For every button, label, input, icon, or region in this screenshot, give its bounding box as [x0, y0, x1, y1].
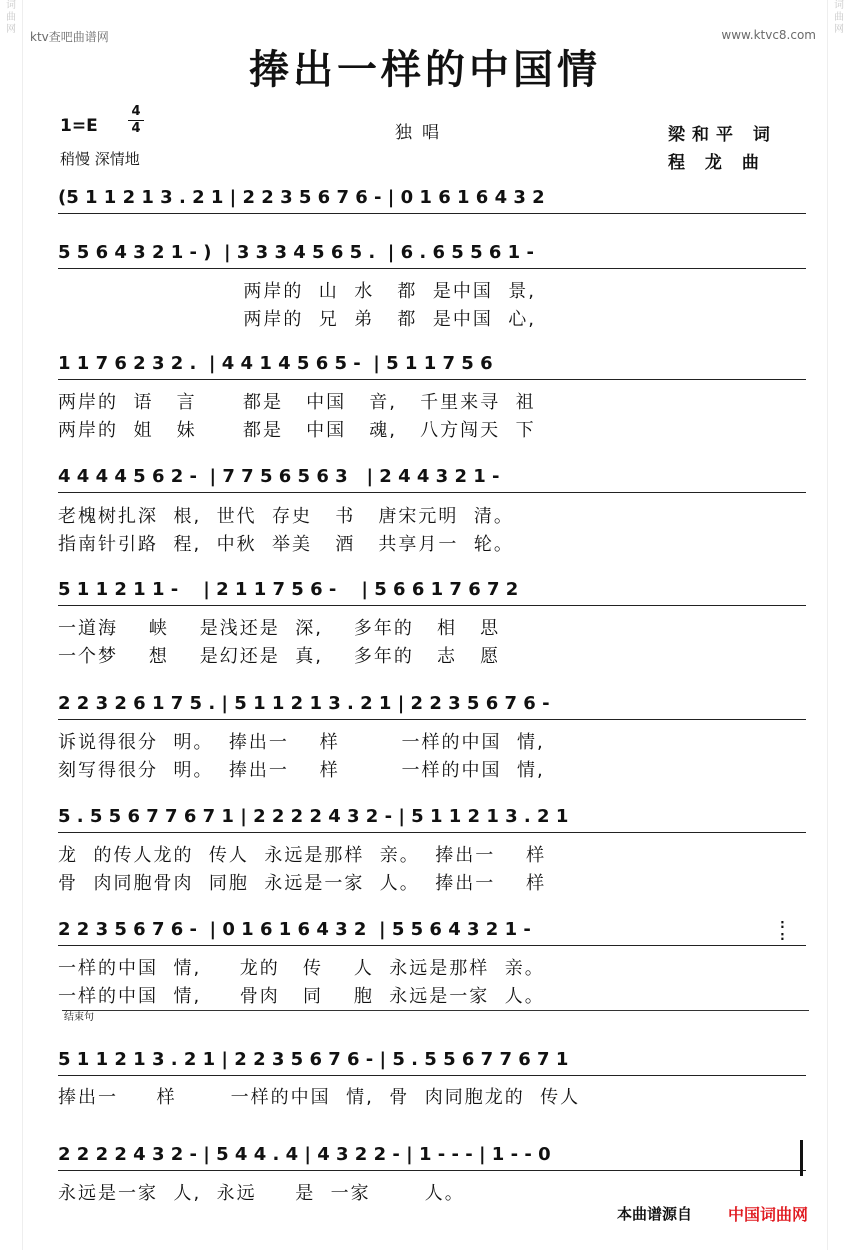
time-signature	[128, 105, 144, 136]
lyrics-line-8b: 一样的中国 情, 骨肉 同 胞 永远是一家 人。	[58, 986, 545, 1007]
lyrics-line-2b: 两岸的 兄 弟 都 是中国 心,	[58, 309, 536, 330]
notation-line-4: 4 4 4 4 5 6 2 - | 7 7 5 6 5 6 3 | 2 4 4 3 2 1 -	[58, 465, 806, 489]
lyrics-line-7b: 骨 肉同胞骨肉 同胞 永远是一家 人。 捧出一 样	[58, 873, 547, 894]
repeat-sign: : :	[780, 917, 785, 943]
meter-bottom: 4	[131, 121, 141, 136]
notation-line-6: 2 2 3 2 6 1 7 5 . | 5 1 1 2 1 3 . 2 1 | 2 2 3 5 6 7 6 -	[58, 692, 806, 716]
lyrics-line-3b: 两岸的 姐 妹 都是 中国 魂, 八方闯天 下	[58, 420, 536, 441]
notation-line-10: 2 2 2 2 4 3 2 - | 5 4 4 . 4 | 4 3 2 2 - | 1 - - - | 1 - - 0	[58, 1143, 806, 1167]
song-title: 捧出一样的中国情	[249, 47, 601, 93]
notation-line-2: 5 5 6 4 3 2 1 - ) | 3 3 3 4 5 6 5 . | 6 . 6 5 5 6 1 -	[58, 241, 806, 265]
notation-line-1: (5 1 1 2 1 3 . 2 1 | 2 2 3 5 6 7 6 - | 0 1 6 1 6 4 3 2	[58, 186, 806, 210]
final-barline	[800, 1140, 803, 1176]
notation-line-7: 5 . 5 5 6 7 7 6 7 1 | 2 2 2 2 4 3 2 - | 5 1 1 2 1 3 . 2 1	[58, 805, 806, 829]
source-note: 本曲谱源自	[617, 1205, 693, 1223]
watermark-left: 词 曲 网	[0, 0, 23, 1250]
performance-mode: 独唱	[395, 123, 449, 143]
lyrics-line-4a: 老槐树扎深 根, 世代 存史 书 唐宋元明 清。	[58, 506, 514, 527]
meter-top: 4	[131, 104, 141, 119]
coda-label: 结束句	[62, 1010, 809, 1025]
lyricist-credit: 梁和平 词	[668, 125, 777, 145]
lyrics-line-2a: 两岸的 山 水 都 是中国 景,	[58, 281, 536, 302]
lyrics-line-6b: 刻写得很分 明。 捧出一 样 一样的中国 情,	[58, 760, 545, 781]
tempo-marking: 稍慢 深情地	[60, 150, 140, 168]
watermark-right: 词 曲 网	[827, 0, 850, 1250]
lyrics-line-5a: 一道海 峡 是浅还是 深, 多年的 相 思	[58, 618, 501, 639]
lyrics-line-10a: 永远是一家 人, 永远 是 一家 人。	[58, 1183, 465, 1204]
lyrics-line-8a: 一样的中国 情, 龙的 传 人 永远是那样 亲。	[58, 958, 545, 979]
lyrics-line-4b: 指南针引路 程, 中秋 举美 酒 共享月一 轮。	[58, 534, 514, 555]
site-label-right: www.ktvc8.com	[721, 28, 816, 42]
source-site-logo: 中国词曲网	[728, 1205, 809, 1224]
lyrics-line-3a: 两岸的 语 言 都是 中国 音, 千里来寻 祖	[58, 392, 536, 413]
notation-line-5: 5 1 1 2 1 1 - | 2 1 1 7 5 6 - | 5 6 6 1 7 6 7 2	[58, 578, 806, 602]
lyrics-line-6a: 诉说得很分 明。 捧出一 样 一样的中国 情,	[58, 732, 545, 753]
notation-line-3: 1 1 7 6 2 3 2 . | 4 4 1 4 5 6 5 - | 5 1 1 7 5 6	[58, 352, 806, 376]
lyrics-line-7a: 龙 的传人龙的 传人 永远是那样 亲。 捧出一 样	[58, 845, 547, 866]
key-signature: 1=E	[60, 116, 98, 136]
lyrics-line-9a: 捧出一 样 一样的中国 情, 骨 肉同胞龙的 传人	[58, 1087, 581, 1108]
lyrics-line-5b: 一个梦 想 是幻还是 真, 多年的 志 愿	[58, 646, 501, 667]
site-label-left: ktv查吧曲谱网	[30, 30, 109, 44]
composer-credit: 程 龙 曲	[668, 153, 766, 173]
notation-line-9: 5 1 1 2 1 3 . 2 1 | 2 2 3 5 6 7 6 - | 5 . 5 5 6 7 7 6 7 1	[58, 1048, 806, 1072]
notation-line-8: 2 2 3 5 6 7 6 - | 0 1 6 1 6 4 3 2 | 5 5 6 4 3 2 1 -	[58, 918, 806, 942]
